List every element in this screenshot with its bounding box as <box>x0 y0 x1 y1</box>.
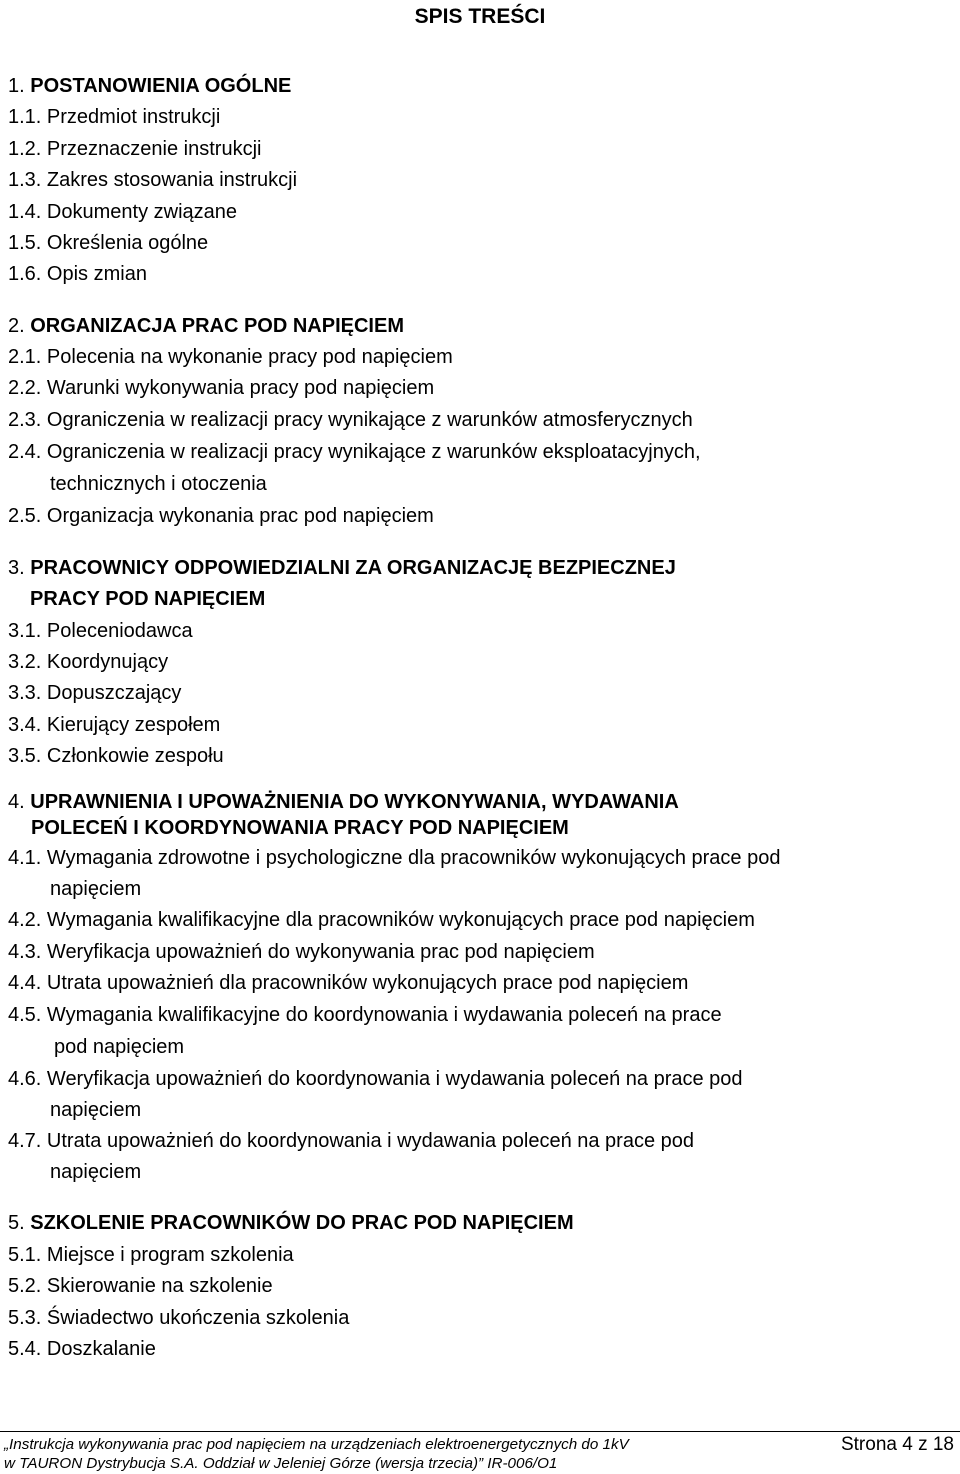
toc-section-4-continuation: POLECEŃ I KOORDYNOWANIA PRACY POD NAPIĘCIEM <box>31 817 569 839</box>
item-number: 4.4. <box>8 972 42 994</box>
item-number: 2.3. <box>8 409 42 431</box>
toc-item-2-1[interactable] <box>8 345 453 369</box>
item-title: Utrata upoważnień do koordynowania i wydawania poleceń na prace pod <box>46 1130 695 1152</box>
toc-section-2[interactable] <box>8 314 404 338</box>
section-number: 3. <box>8 557 25 579</box>
item-title: Doszkalanie <box>46 1338 156 1360</box>
item-number: 4.7. <box>8 1130 42 1152</box>
item-number: 1.4. <box>8 201 42 223</box>
item-title: Weryfikacja upoważnień do wykonywania prac pod napięciem <box>46 941 595 963</box>
item-number: 3.4. <box>8 714 42 736</box>
toc-section-1[interactable] <box>8 74 291 98</box>
toc-section-4[interactable] <box>8 790 679 814</box>
page-title: SPIS TREŚCI <box>414 5 546 28</box>
toc-item-2-3[interactable] <box>8 408 693 432</box>
item-title: Ograniczenia w realizacji pracy wynikające z warunków eksploatacyjnych, <box>46 441 701 463</box>
toc-item-5-2[interactable] <box>8 1274 273 1298</box>
item-number: 2.5. <box>8 505 42 527</box>
footer-line-2: w TAURON Dystrybucja S.A. Oddział w Jeleniej Górze (wersja trzecia)” IR-006/O1 <box>4 1455 558 1472</box>
toc-section-5[interactable] <box>8 1211 574 1235</box>
section-title: SZKOLENIE PRACOWNIKÓW DO PRAC POD NAPIĘCIEM <box>30 1212 574 1234</box>
section-number: 4. <box>8 791 25 813</box>
section-number: 2. <box>8 315 25 337</box>
item-title: Przeznaczenie instrukcji <box>46 138 262 160</box>
item-title: Polecenia na wykonanie pracy pod napięciem <box>46 346 453 368</box>
item-number: 1.5. <box>8 232 42 254</box>
section-number: 5. <box>8 1212 25 1234</box>
item-title: Ograniczenia w realizacji pracy wynikające z warunków atmosferycznych <box>46 409 693 431</box>
item-title: Wymagania zdrowotne i psychologiczne dla pracowników wykonujących prace pod <box>46 847 781 869</box>
item-number: 1.6. <box>8 263 42 285</box>
toc-item-2-2[interactable] <box>8 376 434 400</box>
item-title: Opis zmian <box>46 263 147 285</box>
toc-item-1-5[interactable] <box>8 231 208 255</box>
item-number: 4.3. <box>8 941 42 963</box>
item-number: 3.2. <box>8 651 42 673</box>
toc-item-4-6-continuation: napięciem <box>50 1099 142 1121</box>
item-title: Poleceniodawca <box>46 620 193 642</box>
item-number: 3.1. <box>8 620 42 642</box>
toc-item-5-1[interactable] <box>8 1243 294 1267</box>
toc-item-4-5-continuation: pod napięciem <box>54 1036 185 1058</box>
page-number: Strona 4 z 18 <box>840 1434 954 1455</box>
toc-item-4-1-continuation: napięciem <box>50 878 142 900</box>
toc-item-1-4[interactable] <box>8 200 237 224</box>
item-title: Wymagania kwalifikacyjne dla pracowników wykonujących prace pod napięciem <box>46 909 755 931</box>
item-title: Utrata upoważnień dla pracowników wykonujących prace pod napięciem <box>46 972 689 994</box>
toc-item-1-3[interactable] <box>8 168 297 192</box>
item-number: 1.2. <box>8 138 42 160</box>
toc-item-4-3[interactable] <box>8 940 595 964</box>
toc-item-4-7[interactable] <box>8 1129 694 1153</box>
section-title: PRACOWNICY ODPOWIEDZIALNI ZA ORGANIZACJĘ BEZPIECZNEJ <box>30 557 676 579</box>
toc-item-4-5[interactable] <box>8 1003 722 1027</box>
toc-section-3[interactable] <box>8 556 676 580</box>
item-number: 5.3. <box>8 1307 42 1329</box>
toc-item-3-2[interactable] <box>8 650 168 674</box>
section-title: UPRAWNIENIA I UPOWAŻNIENIA DO WYKONYWANIA, WYDAWANIA <box>30 791 679 813</box>
toc-item-1-1[interactable] <box>8 105 220 129</box>
item-number: 2.1. <box>8 346 42 368</box>
toc-item-4-2[interactable] <box>8 908 755 932</box>
toc-item-3-5[interactable] <box>8 744 224 768</box>
item-number: 2.2. <box>8 377 42 399</box>
item-number: 4.5. <box>8 1004 42 1026</box>
item-number: 3.3. <box>8 682 42 704</box>
toc-item-2-5[interactable] <box>8 504 434 528</box>
toc-item-1-2[interactable] <box>8 137 261 161</box>
toc-item-2-4-continuation: technicznych i otoczenia <box>50 473 267 495</box>
item-title: Weryfikacja upoważnień do koordynowania i wydawania poleceń na prace pod <box>46 1068 743 1090</box>
toc-item-3-3[interactable] <box>8 681 181 705</box>
item-number: 5.2. <box>8 1275 42 1297</box>
section-number: 1. <box>8 75 25 97</box>
toc-item-5-4[interactable] <box>8 1337 156 1361</box>
item-title: Skierowanie na szkolenie <box>46 1275 273 1297</box>
footer-line-1: „Instrukcja wykonywania prac pod napięciem na urządzeniach elektroenergetycznych do 1kV <box>4 1436 629 1453</box>
item-title: Organizacja wykonania prac pod napięciem <box>46 505 434 527</box>
toc-section-3-continuation: PRACY POD NAPIĘCIEM <box>30 588 266 610</box>
toc-item-2-4[interactable] <box>8 440 701 464</box>
footer-divider <box>0 1431 960 1432</box>
toc-item-4-7-continuation: napięciem <box>50 1161 142 1183</box>
item-title: Członkowie zespołu <box>46 745 224 767</box>
item-title: Miejsce i program szkolenia <box>46 1244 294 1266</box>
item-number: 5.4. <box>8 1338 42 1360</box>
item-title: Dopuszczający <box>46 682 182 704</box>
toc-item-1-6[interactable] <box>8 262 147 286</box>
item-number: 1.3. <box>8 169 42 191</box>
toc-item-4-1[interactable] <box>8 846 780 870</box>
item-number: 2.4. <box>8 441 42 463</box>
section-title: POSTANOWIENIA OGÓLNE <box>30 75 292 97</box>
toc-item-4-6[interactable] <box>8 1067 743 1091</box>
toc-item-5-3[interactable] <box>8 1306 349 1330</box>
item-number: 3.5. <box>8 745 42 767</box>
item-number: 4.1. <box>8 847 42 869</box>
item-number: 1.1. <box>8 106 42 128</box>
item-number: 5.1. <box>8 1244 42 1266</box>
item-number: 4.2. <box>8 909 42 931</box>
item-title: Kierujący zespołem <box>46 714 221 736</box>
footer-document-title <box>4 1435 629 1473</box>
item-number: 4.6. <box>8 1068 42 1090</box>
section-title: ORGANIZACJA PRAC POD NAPIĘCIEM <box>30 315 404 337</box>
toc-item-4-4[interactable] <box>8 971 688 995</box>
item-title: Świadectwo ukończenia szkolenia <box>46 1307 350 1329</box>
item-title: Wymagania kwalifikacyjne do koordynowania i wydawania poleceń na prace <box>46 1004 722 1026</box>
item-title: Przedmiot instrukcji <box>46 106 221 128</box>
item-title: Dokumenty związane <box>46 201 238 223</box>
item-title: Określenia ogólne <box>46 232 209 254</box>
item-title: Warunki wykonywania pracy pod napięciem <box>46 377 435 399</box>
item-title: Zakres stosowania instrukcji <box>46 169 298 191</box>
item-title: Koordynujący <box>46 651 169 673</box>
toc-item-3-1[interactable] <box>8 619 193 643</box>
toc-item-3-4[interactable] <box>8 713 220 737</box>
